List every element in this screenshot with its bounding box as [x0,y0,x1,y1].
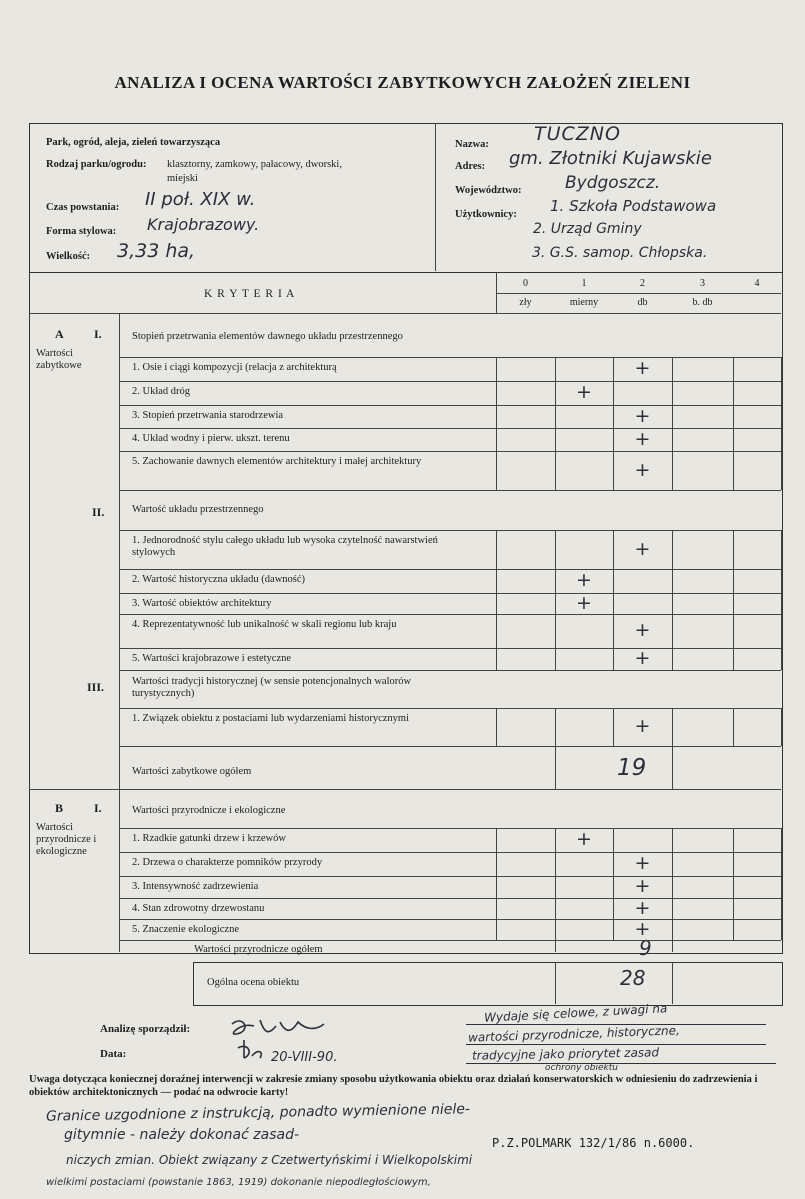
criterion-I-1: 1. Osie i ciągi kompozycji (relacja z architekturą [132,362,337,373]
criterion-I-5: 5. Zachowanie dawnych elementów architektury i małej architektury [132,456,422,467]
section-a-letter: A [55,327,64,341]
header-divider [435,123,436,271]
forma-value: Krajobrazowy. [147,215,260,234]
wielkosc-label: Wielkość: [46,251,91,262]
criterion-II-1: 1. Jednorodność stylu całego układu lub wysoka czytelność nawarstwień stylowych [132,535,438,558]
printer-code: P.Z.POLMARK 132/1/86 n.6000. [492,1136,695,1150]
score-mark-III-1: + [634,715,651,737]
rodzaj-options-2: miejski [167,173,198,184]
score-mark-B-1: + [576,828,592,850]
section-b-title: Wartości przyrodnicze i ekologiczne [132,805,286,816]
criterion-I-2: 2. Układ dróg [132,386,191,397]
scale-label-0: zły [519,297,532,308]
adres-label: Adres: [455,161,486,172]
data-value: 20-VIII-90. [271,1050,338,1065]
note-line-3: niczych zmian. Obiekt związany z Czetwertyńskimi i Wielkopolskimi [66,1153,473,1167]
criterion-B-2: 2. Drzewa o charakterze pomników przyrody [132,857,323,868]
analize-label: Analizę sporządził: [100,1023,191,1035]
section-a-iii: III. [87,680,105,694]
criterion-B-5: 5. Znaczenie ekologiczne [132,924,239,935]
criterion-I-4: 4. Układ wodny i pierw. ukszt. terenu [132,433,290,444]
scale-number-4: 4 [754,278,760,289]
zabytkowe-total-label: Wartości zabytkowe ogółem [132,766,252,777]
przyrodnicze-total: 9 [639,936,652,960]
adres-value: gm. Złotniki Kujawskie [509,148,712,169]
score-mark-II-1: + [634,537,651,560]
scale-number-3: 3 [700,278,705,289]
page-title: ANALIZA I OCENA WARTOŚCI ZABYTKOWYCH ZAŁOŻEŃ ZIELENI [114,73,691,92]
uwaga-text: Uwaga dotycząca koniecznej doraźnej interwencji w zakresie zmiany sposobu użytkowania obiektu oraz działań konserwatorskich w odniesieniu do zadrzewienia i obiektów architektonicznych — podać na odwrocie karty! [29,1074,758,1098]
criterion-II-5: 5. Wartości krajobrazowe i estetyczne [132,653,292,664]
nazwa-value: TUCZNO [534,123,621,145]
przyrodnicze-total-label: Wartości przyrodnicze ogółem [194,944,323,955]
section-a-label: Wartości zabytkowe [36,348,82,371]
forma-label: Forma stylowa: [46,226,117,237]
note-line-2: gitymnie - należy dokonać zasad- [64,1127,300,1143]
side-note-3: tradycyjne jako priorytet zasad [471,1045,660,1063]
wojewodztwo-label: Województwo: [455,185,522,196]
score-mark-I-1: + [634,357,651,379]
score-mark-II-2: + [576,569,592,591]
side-note-2: wartości przyrodnicze, historyczne, [467,1023,680,1045]
criterion-B-1: 1. Rzadkie gatunki drzew i krzewów [132,833,286,844]
criterion-I-3: 3. Stopień przetrwania starodrzewia [132,410,284,421]
section-b-letter: B [55,801,64,815]
note-line-1: Granice uzgodnione z instrukcją, ponadto wymienione niele- [45,1101,471,1125]
score-mark-I-3: + [634,404,651,427]
criterion-II-4: 4. Reprezentatywność lub unikalność w skali regionu lub kraju [132,619,397,630]
score-mark-II-3: + [576,591,592,614]
score-mark-B-5: + [634,917,651,940]
ogolna-value: 28 [620,966,646,990]
zabytkowe-total: 19 [617,755,647,781]
scale-label-2: db [637,297,648,308]
section-i-title: Stopień przetrwania elementów dawnego układu przestrzennego [132,331,403,342]
criterion-II-2: 2. Wartość historyczna układu (dawność) [132,574,306,585]
score-mark-B-3: + [634,875,651,897]
section-a-ii: II. [92,505,105,519]
section-b-label: Wartości przyrodnicze i ekologiczne [36,822,97,857]
note-line-4: wielkimi postaciami (powstanie 1863, 1919) dokonanie niepodległościowym, [46,1177,431,1188]
rodzaj-options: klasztorny, zamkowy, pałacowy, dworski, [167,159,342,170]
criterion-B-4: 4. Stan zdrowotny drzewostanu [132,903,265,914]
uzytkownik-2: 2. Urząd Gminy [533,221,642,237]
section-iii-title: Wartości tradycji historycznej (w sensie potencjonalnych walorów turystycznych) [132,676,412,699]
score-mark-B-2: + [634,852,651,874]
uzytkownik-3: 3. G.S. samop. Chłopska. [532,245,708,261]
score-mark-B-4: + [634,896,651,919]
czas-value: II poł. XIX w. [145,189,256,210]
wielkosc-value: 3,33 ha, [117,240,196,262]
score-mark-II-5: + [634,647,651,669]
section-ii-title: Wartość układu przestrzennego [132,504,264,515]
data-label: Data: [100,1048,127,1060]
scale-label-1: mierny [569,297,599,308]
criterion-III-1: 1. Związek obiektu z postaciami lub wydarzeniami historycznymi [132,713,409,724]
side-note-4: ochrony obiektu [545,1063,618,1073]
side-note-1: Wydaje się celowe, z uwagi na [483,1001,668,1025]
score-mark-I-4: + [634,427,651,450]
criterion-B-3: 3. Intensywność zadrzewienia [132,881,259,892]
uzytkownicy-label: Użytkownicy: [455,209,517,220]
section-a-roman: I. [94,327,102,341]
scale-number-1: 1 [581,278,587,289]
czas-label: Czas powstania: [46,202,120,213]
score-mark-I-5: + [634,458,651,481]
rodzaj-label: Rodzaj parku/ogrodu: [46,159,147,170]
scale-label-3: b. db [692,297,713,308]
ogolna-label: Ogólna ocena obiektu [207,977,300,988]
score-mark-I-2: + [576,381,592,403]
wojewodztwo-value: Bydgoszcz. [565,173,661,193]
scale-number-2: 2 [640,278,645,289]
uzytkownik-1: 1. Szkoła Podstawowa [550,197,717,215]
park-line: Park, ogród, aleja, zieleń towarzysząca [46,137,221,148]
scale-number-0: 0 [523,278,528,289]
criterion-II-3: 3. Wartość obiektów architektury [132,598,272,609]
score-mark-II-4: + [634,619,651,641]
kryteria-heading: K R Y T E R I A [204,288,296,300]
nazwa-label: Nazwa: [455,139,489,150]
section-b-roman: I. [94,801,102,815]
